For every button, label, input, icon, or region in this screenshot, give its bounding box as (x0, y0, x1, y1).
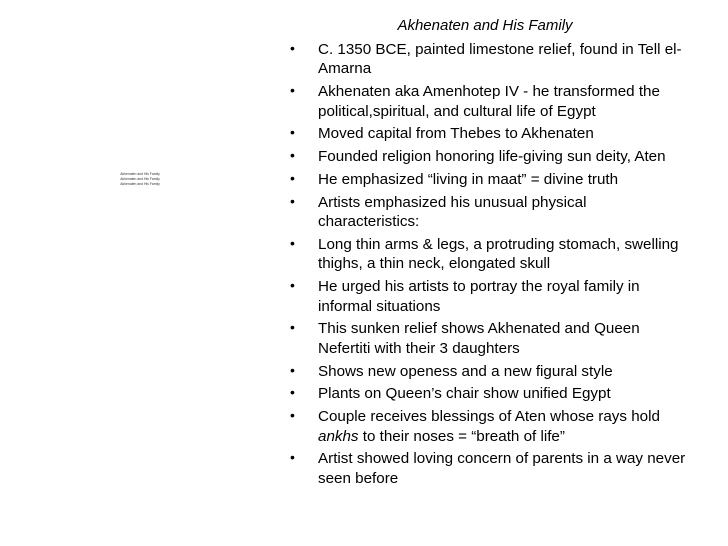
bullet-text: Founded religion honoring life-giving sun deity, Aten (318, 148, 666, 166)
bullet-text: He urged his artists to portray the royal family in informal situations (318, 278, 640, 315)
bullet-list (288, 40, 688, 492)
bullet-text: Artists emphasized his unusual physical characteristics: (318, 193, 587, 231)
bullet-text: Artist showed loving concern of parents in a way never seen before (318, 450, 686, 487)
bullet-item (288, 235, 688, 274)
bullet-text: C. 1350 BCE, painted limestone relief, found in Tell el-Amarna (318, 41, 682, 78)
bullet-text: Akhenaten aka Amenhotep IV - he transformed the political,spiritual, and cultural life of Egypt (318, 83, 660, 120)
placeholder-line: Akhenaten and His Family (120, 177, 160, 181)
bullet-item (288, 277, 688, 316)
bullet-icon: • (290, 147, 295, 164)
bullet-item (288, 40, 688, 79)
bullet-icon: • (290, 319, 295, 336)
image-placeholder-caption (95, 172, 185, 187)
bullet-item (288, 319, 688, 358)
bullet-icon: • (290, 40, 295, 56)
bullet-item (288, 82, 688, 121)
bullet-item (288, 407, 688, 446)
bullet-text: Couple receives blessings of Aten whose rays hold ankhs to their noses = “breath of life” (318, 408, 660, 445)
slide-title: Akhenaten and His Family (397, 17, 573, 34)
bullet-icon: • (290, 384, 295, 401)
bullet-text: Plants on Queen’s chair show unified Egypt (318, 385, 611, 403)
bullet-item (288, 193, 688, 232)
bullet-text: He emphasized “living in maat” = divine truth (318, 171, 619, 188)
bullet-item (288, 124, 688, 143)
placeholder-line: Akhenaten and His Family (120, 182, 160, 186)
bullet-item (288, 147, 688, 166)
bullet-icon: • (290, 82, 295, 99)
bullet-icon: • (290, 124, 295, 141)
bullet-icon: • (290, 192, 295, 209)
bullet-icon: • (290, 407, 295, 424)
bullet-icon: • (290, 235, 295, 251)
bullet-text: Shows new openess and a new figural style (318, 362, 613, 380)
bullet-item (288, 384, 688, 403)
bullet-text: This sunken relief shows Akhenated and Queen Nefertiti with their 3 daughters (318, 320, 640, 357)
bullet-text: Long thin arms & legs, a protruding stomach, swelling thighs, a thin neck, elongated skull (318, 236, 679, 273)
bullet-item (288, 170, 688, 189)
bullet-icon: • (290, 170, 295, 186)
bullet-icon: • (290, 277, 295, 294)
bullet-icon: • (290, 449, 295, 466)
bullet-text: Moved capital from Thebes to Akhenaten (318, 125, 594, 143)
bullet-icon: • (290, 361, 295, 378)
bullet-item (288, 449, 688, 488)
placeholder-line: Akhenaten and His Family (120, 172, 160, 176)
bullet-item (288, 362, 688, 381)
